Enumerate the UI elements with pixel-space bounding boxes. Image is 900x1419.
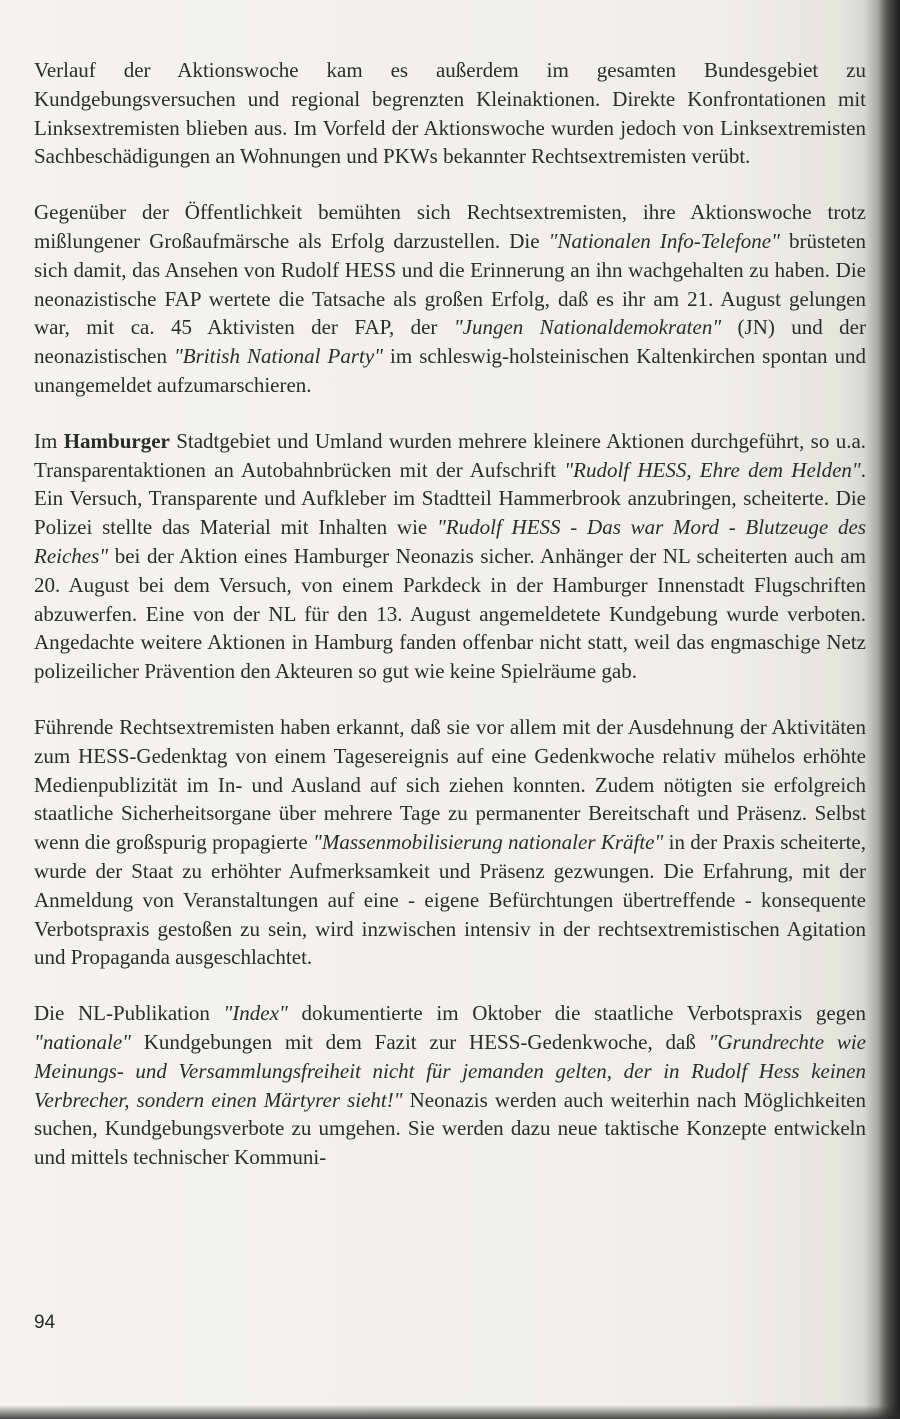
bold-term: Hamburger <box>63 428 170 453</box>
text-run: Stadtgebiet und Umland wurden mehrere kleinere Aktionen durchgeführt, so u.a. Transparentaktionen an Autobahnbrücken mit der Aufschrift <box>34 428 867 482</box>
italic-quote: "Jungen Nationaldemokraten" <box>453 315 722 340</box>
paragraph <box>34 999 866 1172</box>
binding-shadow <box>878 0 900 1419</box>
text-run: Gegenüber der Öffentlichkeit bemühten sich Rechtsextremisten, ihre Aktionswoche trotz mißlungener Großaufmärsche als Erfolg darzustellen. Die <box>34 200 866 253</box>
text-run: Im <box>34 428 64 453</box>
text-run: dokumentierte im Oktober die staatliche Verbotspraxis gegen <box>287 1001 866 1026</box>
text-run: bei der Aktion eines Hamburger Neonazis sicher. Anhänger der NL scheiterten auch am 20. August bei dem Versuch, von einem Parkdeck in der Hamburger Innenstadt Flugschriften abzuwerfen. Eine von der NL für den 13. August angemeldetete Kundgebung wurde verboten. Angedachte weitere Aktionen in Hamburg fanden offenbar nicht statt, weil das engmaschige Netz polizeilicher Prävention den Akteuren so gut wie keine Spielräume gab. <box>34 543 866 684</box>
italic-quote: "nationale" <box>34 1029 131 1054</box>
page-number: 94 <box>34 1312 56 1333</box>
italic-quote: "Rudolf HESS - Das war Mord - Blutzeuge des Reiches" <box>34 515 866 568</box>
italic-quote: "British National Party" <box>173 344 384 369</box>
text-run: Verlauf der Aktionswoche kam es außerdem im gesamten Bundesgebiet zu Kundgebungsversuchen und regional begrenzten Kleinaktionen. Direkte Konfrontationen mit Linksextremisten blieben aus. Im Vorfeld der Aktionswoche wurden jedoch von Linksextremisten Sachbeschädigungen an Wohnungen und PKWs bekannter Rechtsextremisten verübt. <box>34 58 866 169</box>
text-run: Führende Rechtsextremisten haben erkannt, daß sie vor allem mit der Ausdehnung der Aktivitäten zum HESS-Gedenktag von einem Tagesereignis auf eine Gedenkwoche relativ mühelos erhöhte Medienpublizität im In- und Ausland auf sich ziehen konnten. Zudem nötigten sie erfolgreich staatliche Sicherheitsorgane über mehrere Tage zu permanenter Bereitschaft und Präsenz. Selbst wenn die großspurig propagierte <box>34 714 866 855</box>
text-run: Neonazis werden auch weiterhin nach Möglichkeiten suchen, Kundgebungsverbote zu umgehen. Sie werden dazu neue taktische Konzepte entwickeln und mittels technischer Kommuni- <box>34 1087 866 1170</box>
paragraph <box>34 198 866 400</box>
text-run: im schleswig-holsteinischen Kaltenkirchen spontan und unangemeldet aufzumarschieren. <box>34 344 867 397</box>
italic-quote: "Grundrechte wie Meinungs- und Versammlungsfreiheit nicht für jemanden gelten, der in Rudolf Hess keinen Verbrecher, sondern einen Märtyrer sieht!" <box>34 1029 866 1112</box>
italic-quote: "Massenmobilisierung nationaler Kräfte" <box>313 830 664 855</box>
page-bottom-shadow <box>0 1405 900 1419</box>
text-run: in der Praxis scheiterte, wurde der Staat zu erhöhter Aufmerksamkeit und Präsenz gezwungen. Die Erfahrung, mit der Anmeldung von Veranstaltungen auf eine - eigene Befürchtungen übertreffende - konsequente Verbotspraxis gestoßen zu sein, wird inzwischen intensiv in der rechtsextremistischen Agitation und Propaganda ausgeschlachtet. <box>34 830 866 970</box>
text-run: Die NL-Publikation <box>34 1001 224 1026</box>
italic-quote: "Nationalen Info-Telefone" <box>548 228 780 253</box>
paragraph <box>34 56 866 171</box>
text-run: (JN) und der neonazistischen <box>34 315 866 369</box>
paragraph <box>34 713 866 972</box>
italic-quote: "Rudolf HESS, Ehre dem Helden" <box>564 457 861 482</box>
text-run: . Ein Versuch, Transparente und Aufkleber im Stadtteil Hammerbrook anzubringen, scheiterte. Die Polizei stellte das Material mit Inhalten wie <box>34 457 866 540</box>
italic-quote: "Index" <box>223 1001 288 1026</box>
text-run: brüsteten sich damit, das Ansehen von Rudolf HESS und die Erinnerung an ihn wachgehalten zu haben. Die neonazistische FAP wertete die Tatsache als großen Erfolg, daß es ihr am 21. August gelungen war, mit ca. 45 Aktivisten der FAP, der <box>34 228 867 340</box>
text-run: Kundgebungen mit dem Fazit zur HESS-Gedenkwoche, daß <box>130 1029 709 1054</box>
paragraph <box>34 427 866 686</box>
body-text <box>34 56 866 1172</box>
